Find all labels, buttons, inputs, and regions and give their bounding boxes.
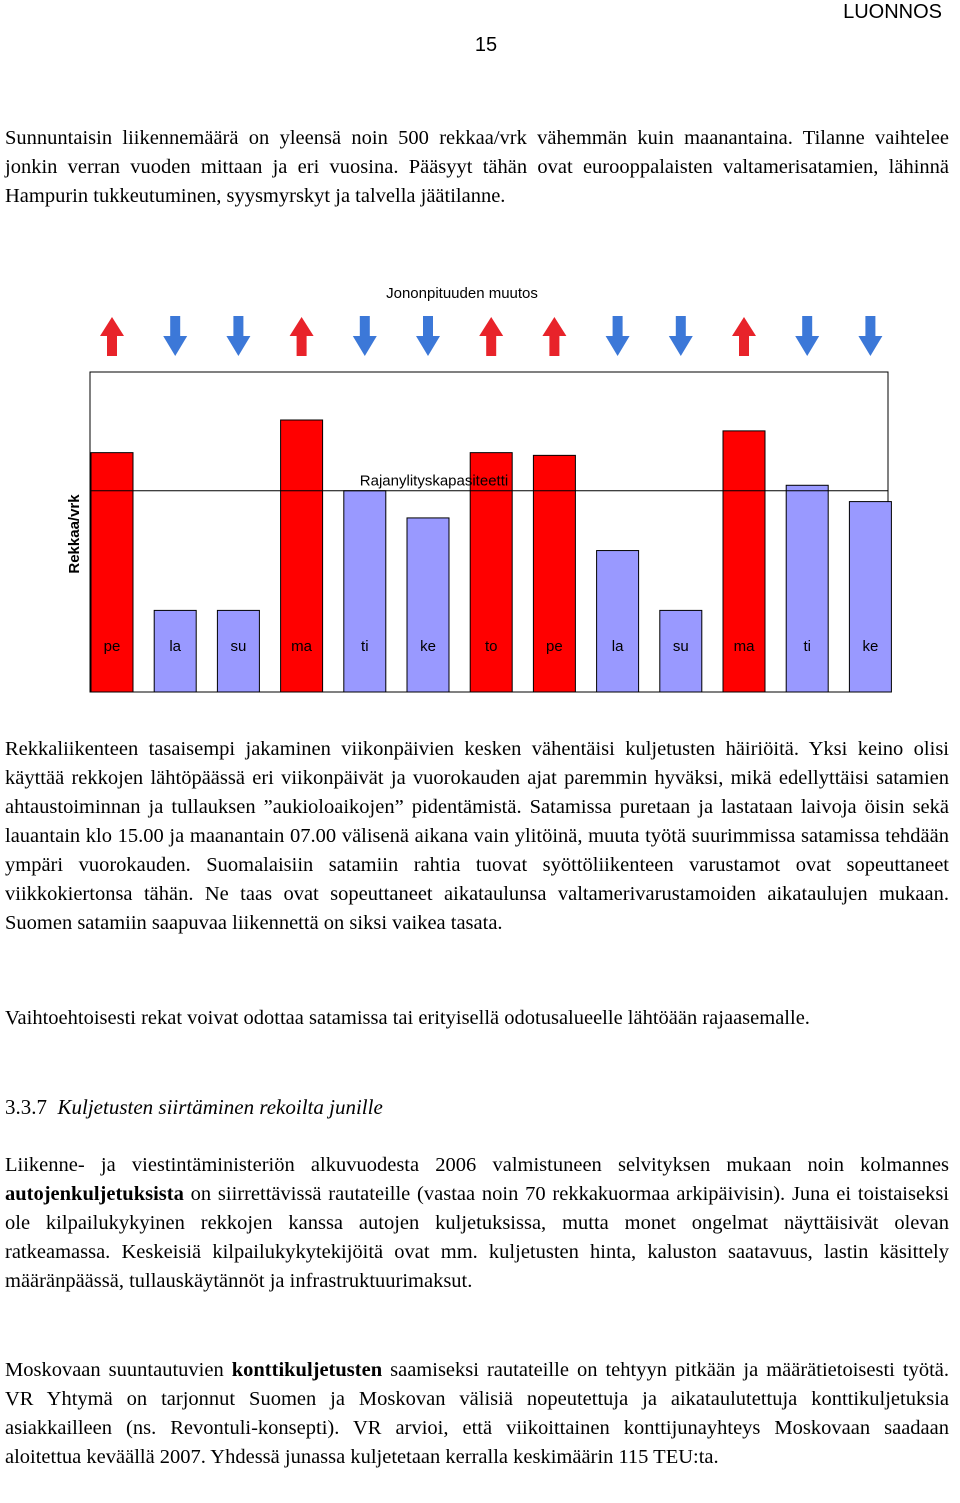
tick-label-6: to: [484, 638, 498, 655]
paragraph-container-transport: [5, 1356, 949, 1472]
capacity-line-label: Rajanylityskapasiteetti: [359, 472, 509, 490]
paragraph-car-transport: [5, 1151, 949, 1296]
queue-length-chart: [0, 270, 960, 710]
paragraph-distribution: Rekkaliikenteen tasaisempi jakaminen viikonpäivien kesken vähentäisi kuljetusten häiriöitä. Yksi keino olisi käyttää rekkojen lähtöpäässä eri viikonpäivät ja vuorokauden ajat paremmin hyväksi, mikä edellyttäisi satamien ahtaustoiminnan ja tullauksen ”aukioloaikojen” pidentämistä. Satamissa puretaan ja lastataan laivoja öisin sekä lauantain klo 15.00 ja maanantain 07.00 välisenä aikana vain ylitöinä, muuta työtä suurimmissa satamissa tehdään ympäri vuorokauden. Suomalaisiin satamiin rahtia tuovat syöttöliikenteen varustamot ovat sopeuttaneet viikkokiertonsa tähän. Ne taas ovat sopeuttaneet aikataulunsa valtamerivarustamoiden aikataulujen mukaan. Suomen satamiin saapuvaa liikennettä on siksi vaikea tasata.: [5, 738, 949, 934]
arrow-up-icon-6: [479, 317, 503, 356]
tick-label-9: su: [672, 638, 689, 655]
tick-label-0: pe: [103, 638, 121, 655]
p5-text-b: saamiseksi rautateille on tehtyyn pitkään ja määrätietoisesti työtä. VR Yhtymä on tarjonnut Suomen ja Moskovan välisiä nopeutettuja ja aikataulutettuja konttikuljetuksia asiakkailleen (ns. Revontuli-konsepti). VR arvioi, että viikoittainen konttijunayhteys Moskovaan saadaan aloitettua keväällä 2007. Yhdessä junassa kuljetetaan kerralla keskimäärin 115 TEU:ta.: [5, 1359, 949, 1468]
page-number: 15: [474, 34, 498, 56]
arrow-up-icon-10: [732, 317, 756, 356]
tick-label-5: ke: [420, 638, 436, 655]
section-title: Kuljetusten siirtäminen rekoilta junille: [57, 1095, 383, 1119]
bar-ke-5: [407, 518, 449, 692]
tick-label-1: la: [169, 638, 182, 655]
tick-label-10: ma: [733, 638, 755, 655]
p4-text-a: Liikenne- ja viestintäministeriön alkuvuodesta 2006 valmistuneen selvityksen mukaan noin kolmannes: [5, 1154, 949, 1176]
tick-label-7: pe: [546, 638, 563, 655]
chart-title: Jononpituuden muutos: [386, 285, 538, 302]
arrow-up-icon-7: [542, 317, 566, 356]
arrow-down-icon-1: [163, 316, 187, 356]
y-axis-label: Rekkaa/vrk: [66, 494, 83, 574]
arrow-down-icon-9: [669, 316, 693, 356]
tick-label-3: ma: [291, 638, 313, 655]
paragraph-traffic-variation: Sunnuntaisin liikennemäärä on yleensä noin 500 rekkaa/vrk vähemmän kuin maanantaina. Tilanne vaihtelee jonkin verran vuoden mittaan ja eri vuosina. Pääsyyt tähän ovat eurooppalaisten valtamerisatamien, lähinnä Hampurin tukkeutuminen, syysmyrskyt ja talvella jäätilanne.: [5, 127, 949, 207]
arrow-down-icon-5: [416, 316, 440, 356]
tick-label-2: su: [230, 638, 247, 655]
arrow-down-icon-4: [353, 316, 377, 356]
draft-label: LUONNOS: [843, 1, 942, 23]
arrow-up-icon-0: [100, 317, 124, 356]
queue-change-arrows: [100, 316, 882, 356]
arrow-up-icon-3: [290, 317, 314, 356]
p5-bold-term: konttikuljetusten: [231, 1359, 383, 1381]
p4-text-b: on siirrettävissä rautateille (vastaa noin 70 rekkakuormaa arkipäivisin). Juna ei toistaiseksi ole kilpailukykyinen rekkojen kanssa autojen kuljetuksissa, mutta monet ongelmat näyttäisivät olevan ratkeamassa. Keskeisiä kilpailukykytekijöitä ovat mm. kuljetusten hinta, kaluston saatavuus, lastin käsittely määränpäässä, tullauskäytännöt ja infrastruktuurimaksut.: [5, 1183, 949, 1292]
tick-label-11: ti: [803, 638, 811, 655]
tick-label-8: la: [611, 638, 624, 655]
arrow-down-icon-8: [606, 316, 630, 356]
section-number: 3.3.7: [5, 1095, 47, 1119]
bar-pe-0: [91, 453, 133, 692]
tick-label-4: ti: [361, 638, 369, 655]
arrow-down-icon-11: [795, 316, 819, 356]
bar-ke-12: [849, 502, 891, 692]
p5-text-a: Moskovaan suuntautuvien: [5, 1359, 232, 1381]
arrow-down-icon-2: [226, 316, 250, 356]
paragraph-alternative: Vaihtoehtoisesti rekat voivat odottaa satamissa tai erityisellä odotusalueelle lähtöään rajaasemalle.: [5, 1007, 810, 1029]
arrow-down-icon-12: [858, 316, 882, 356]
bar-la-8: [597, 551, 639, 692]
tick-label-12: ke: [862, 638, 879, 655]
section-heading: [5, 1093, 383, 1121]
bar-ti-11: [786, 485, 828, 692]
p4-bold-term: autojenkuljetuksista: [5, 1183, 184, 1205]
bar-ti-4: [344, 491, 386, 692]
